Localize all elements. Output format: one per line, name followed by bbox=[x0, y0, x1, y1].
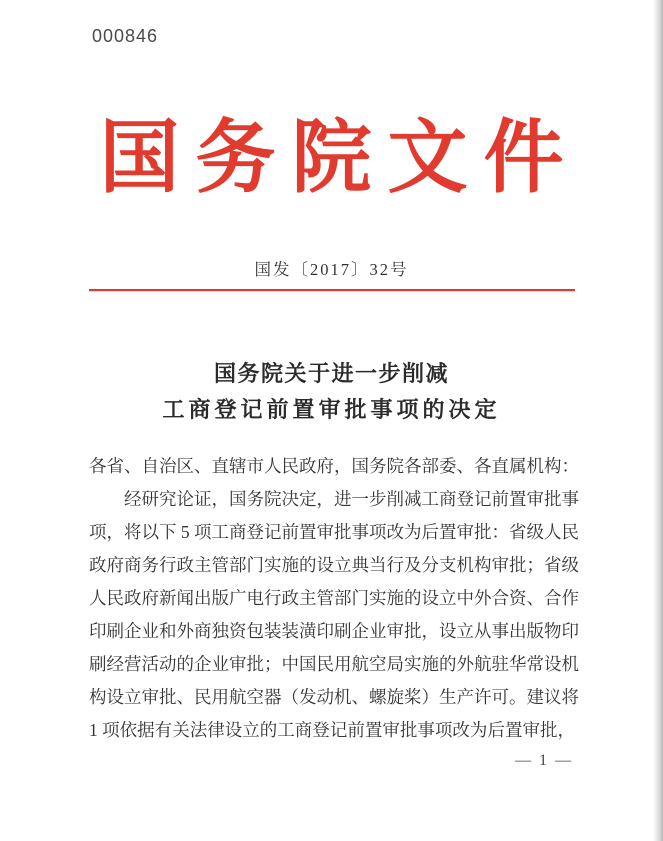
document-title-line-1: 国务院关于进一步削减 bbox=[213, 361, 449, 386]
document-title-line-2: 工商登记前置审批事项的决定 bbox=[162, 397, 501, 422]
body-line: 经研究论证，国务院决定，进一步削减工商登记前置审批事 bbox=[124, 489, 579, 509]
body-line-salutation: 各省、自治区、直辖市人民政府，国务院各部委、各直属机构： bbox=[89, 456, 579, 476]
document-reference-number: 国发〔2017〕32号 bbox=[254, 260, 409, 279]
red-divider-line bbox=[89, 289, 575, 291]
body-line: 构设立审批、民用航空器（发动机、螺旋桨）生产许可。建议将 bbox=[89, 687, 579, 707]
body-line: 1 项依据有关法律设立的工商登记前置审批事项改为后置审批， bbox=[89, 720, 575, 740]
body-line: 项，将以下 5 项工商登记前置审批事项改为后置审批：省级人民 bbox=[89, 522, 579, 542]
scan-edge-shadow bbox=[653, 0, 663, 841]
archive-stamp-number: 000846 bbox=[92, 26, 159, 46]
document-title bbox=[0, 356, 663, 428]
page-number: — 1 — bbox=[515, 752, 573, 769]
document-body bbox=[89, 450, 579, 747]
body-line: 政府商务行政主管部门实施的设立典当行及分支机构审批；省级 bbox=[89, 555, 579, 575]
body-line: 印刷企业和外商独资包装装潢印刷企业审批，设立从事出版物印 bbox=[89, 621, 579, 641]
body-line: 刷经营活动的企业审批；中国民用航空局实施的外航驻华常设机 bbox=[89, 654, 579, 674]
body-line: 人民政府新闻出版广电行政主管部门实施的设立中外合资、合作 bbox=[89, 588, 579, 608]
document-header-title: 国务院文件 bbox=[99, 113, 580, 202]
